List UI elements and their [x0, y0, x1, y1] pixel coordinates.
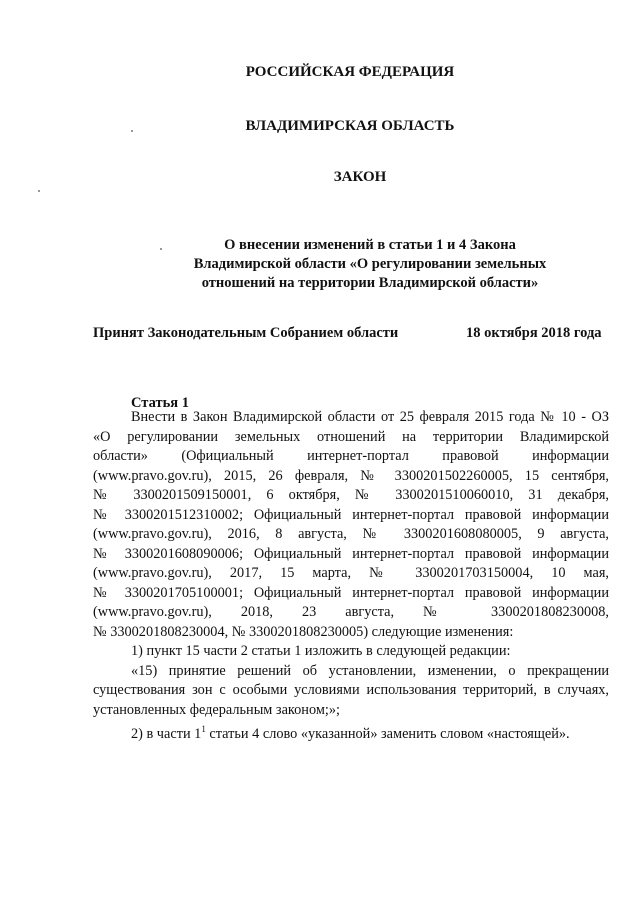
article-heading: Статья 1: [131, 395, 189, 411]
item-2: [93, 720, 609, 740]
scan-speck: [131, 130, 133, 132]
body-line: № 3300201808230004, № 3300201808230005) следующие изменения:: [93, 623, 514, 640]
law-title-line: отношений на территории Владимирской области»: [201, 275, 539, 291]
body-line: (www.pravo.gov.ru), 2016, 8 августа, № 3300201608080005, 9 августа,: [93, 526, 609, 542]
quote-line: установленных федеральным законом;»;: [93, 701, 340, 718]
body-line: (www.pravo.gov.ru), 2018, 23 августа, № 3300201808230008,: [93, 604, 609, 620]
scan-speck: [160, 248, 162, 250]
item-2-before: 2) в части 1: [131, 725, 202, 742]
body-line: № 3300201705100001; Официальный интернет-портал правовой информации: [93, 584, 609, 601]
law-title-line: О внесении изменений в статьи 1 и 4 Закона: [224, 237, 516, 253]
doc-type-heading: ЗАКОН: [333, 169, 387, 185]
law-title: [170, 236, 570, 293]
quote-line: существования зон с особыми условиями использования территорий, в случаях,: [93, 682, 609, 698]
scan-speck: [38, 190, 40, 192]
item-2-superscript: 1: [201, 724, 206, 734]
body-line: области» (Официальный интернет-портал правовой информации: [93, 448, 609, 464]
item-2-after: статьи 4 слово «указанной» заменить словом «настоящей».: [205, 725, 570, 742]
adoption-text: Принят Законодательным Собранием области: [93, 325, 399, 341]
item-1: 1) пункт 15 части 2 статьи 1 изложить в следующей редакции:: [131, 643, 511, 659]
article-body: [93, 408, 609, 740]
body-line: Внести в Закон Владимирской области от 25 февраля 2015 года № 10 - ОЗ: [131, 409, 609, 425]
adoption-date: 18 октября 2018 года: [466, 325, 602, 341]
body-line: (www.pravo.gov.ru), 2017, 15 марта, № 3300201703150004, 10 мая,: [93, 565, 609, 581]
body-line: № 3300201608090006; Официальный интернет-портал правовой информации: [93, 545, 609, 562]
region-heading: ВЛАДИМИРСКАЯ ОБЛАСТЬ: [245, 118, 455, 134]
body-line: № 3300201512310002; Официальный интернет-портал правовой информации: [93, 506, 609, 523]
country-heading: РОССИЙСКАЯ ФЕДЕРАЦИЯ: [245, 64, 455, 80]
law-title-line: Владимирской области «О регулировании земельных: [193, 256, 547, 272]
body-line: № 3300201509150001, 6 октября, № 3300201510060010, 31 декабря,: [93, 487, 609, 503]
body-line: (www.pravo.gov.ru), 2015, 26 февраля, № 3300201502260005, 15 сентября,: [93, 467, 609, 484]
quote-line: «15) принятие решений об установлении, изменении, о прекращении: [131, 662, 609, 679]
body-line: «О регулировании земельных отношений на территории Владимирской: [93, 428, 609, 445]
